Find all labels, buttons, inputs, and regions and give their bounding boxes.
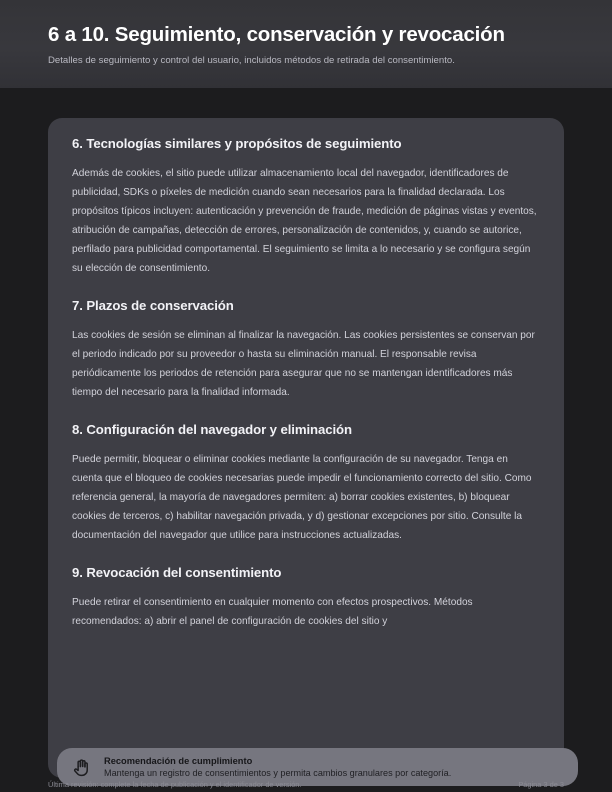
section-7: [72, 298, 540, 402]
footer-revision-note: Última revisión: complete la fecha de publicación y el identificador de versión.: [48, 780, 302, 789]
page-footer: [48, 780, 564, 789]
section-9: [72, 565, 540, 631]
page-title: 6 a 10. Seguimiento, conservación y revocación: [48, 23, 505, 46]
section-heading: 6. Tecnologías similares y propósitos de seguimiento: [72, 136, 402, 151]
content-card: [48, 118, 564, 778]
section-6: [72, 136, 540, 278]
section-body: Puede retirar el consentimiento en cualquier momento con efectos prospectivos. Métodos recomendados: a) abrir el panel de configuración de cookies del sitio y: [72, 597, 473, 627]
page-subtitle: Detalles de seguimiento y control del usuario, incluidos métodos de retirada del consentimiento.: [48, 54, 455, 66]
page-header: [0, 0, 612, 88]
section-heading: 8. Configuración del navegador y eliminación: [72, 422, 352, 437]
raised-hand-icon: [71, 756, 93, 778]
section-body: Además de cookies, el sitio puede utilizar almacenamiento local del navegador, identificadores de publicidad, SDKs o píxeles de medición cuando sean necesarios para la finalidad declarada. Los propósitos típicos incluyen: autenticación y prevención de fraude, medición de páginas vistas y eventos, atribución de campañas, detección de errores, personalización de contenidos, y, cuando se autorice, perfilado para publicidad comportamental. El seguimiento se limita a lo necesario y se configura según su elección de consentimiento.: [72, 168, 537, 274]
callout-description: Mantenga un registro de consentimientos y permita cambios granulares por categoría.: [104, 767, 452, 778]
section-8: [72, 422, 540, 545]
callout-title: Recomendación de cumplimiento: [104, 755, 253, 766]
section-body: Las cookies de sesión se eliminan al finalizar la navegación. Las cookies persistentes se conservan por el periodo indicado por su proveedor o hasta su eliminación manual. El responsable revisa periódicamente los periodos de retención para asegurar que no se mantengan identificadores más tiempo del necesario para la finalidad informada.: [72, 330, 535, 398]
section-body: Puede permitir, bloquear o eliminar cookies mediante la configuración de su navegador. Tenga en cuenta que el bloqueo de cookies necesarias puede impedir el funcionamiento correcto del sitio. Como referencia general, la mayoría de navegadores permiten: a) borrar cookies existentes, b) bloquear cookies de terceros, c) habilitar navegación privada, y d) gestionar excepciones por sitio. Consulte la documentación del navegador que utilice para instrucciones actualizadas.: [72, 454, 532, 541]
footer-page-number: Página 3 de 3: [518, 780, 564, 789]
section-heading: 9. Revocación del consentimiento: [72, 565, 282, 580]
section-heading: 7. Plazos de conservación: [72, 298, 234, 313]
